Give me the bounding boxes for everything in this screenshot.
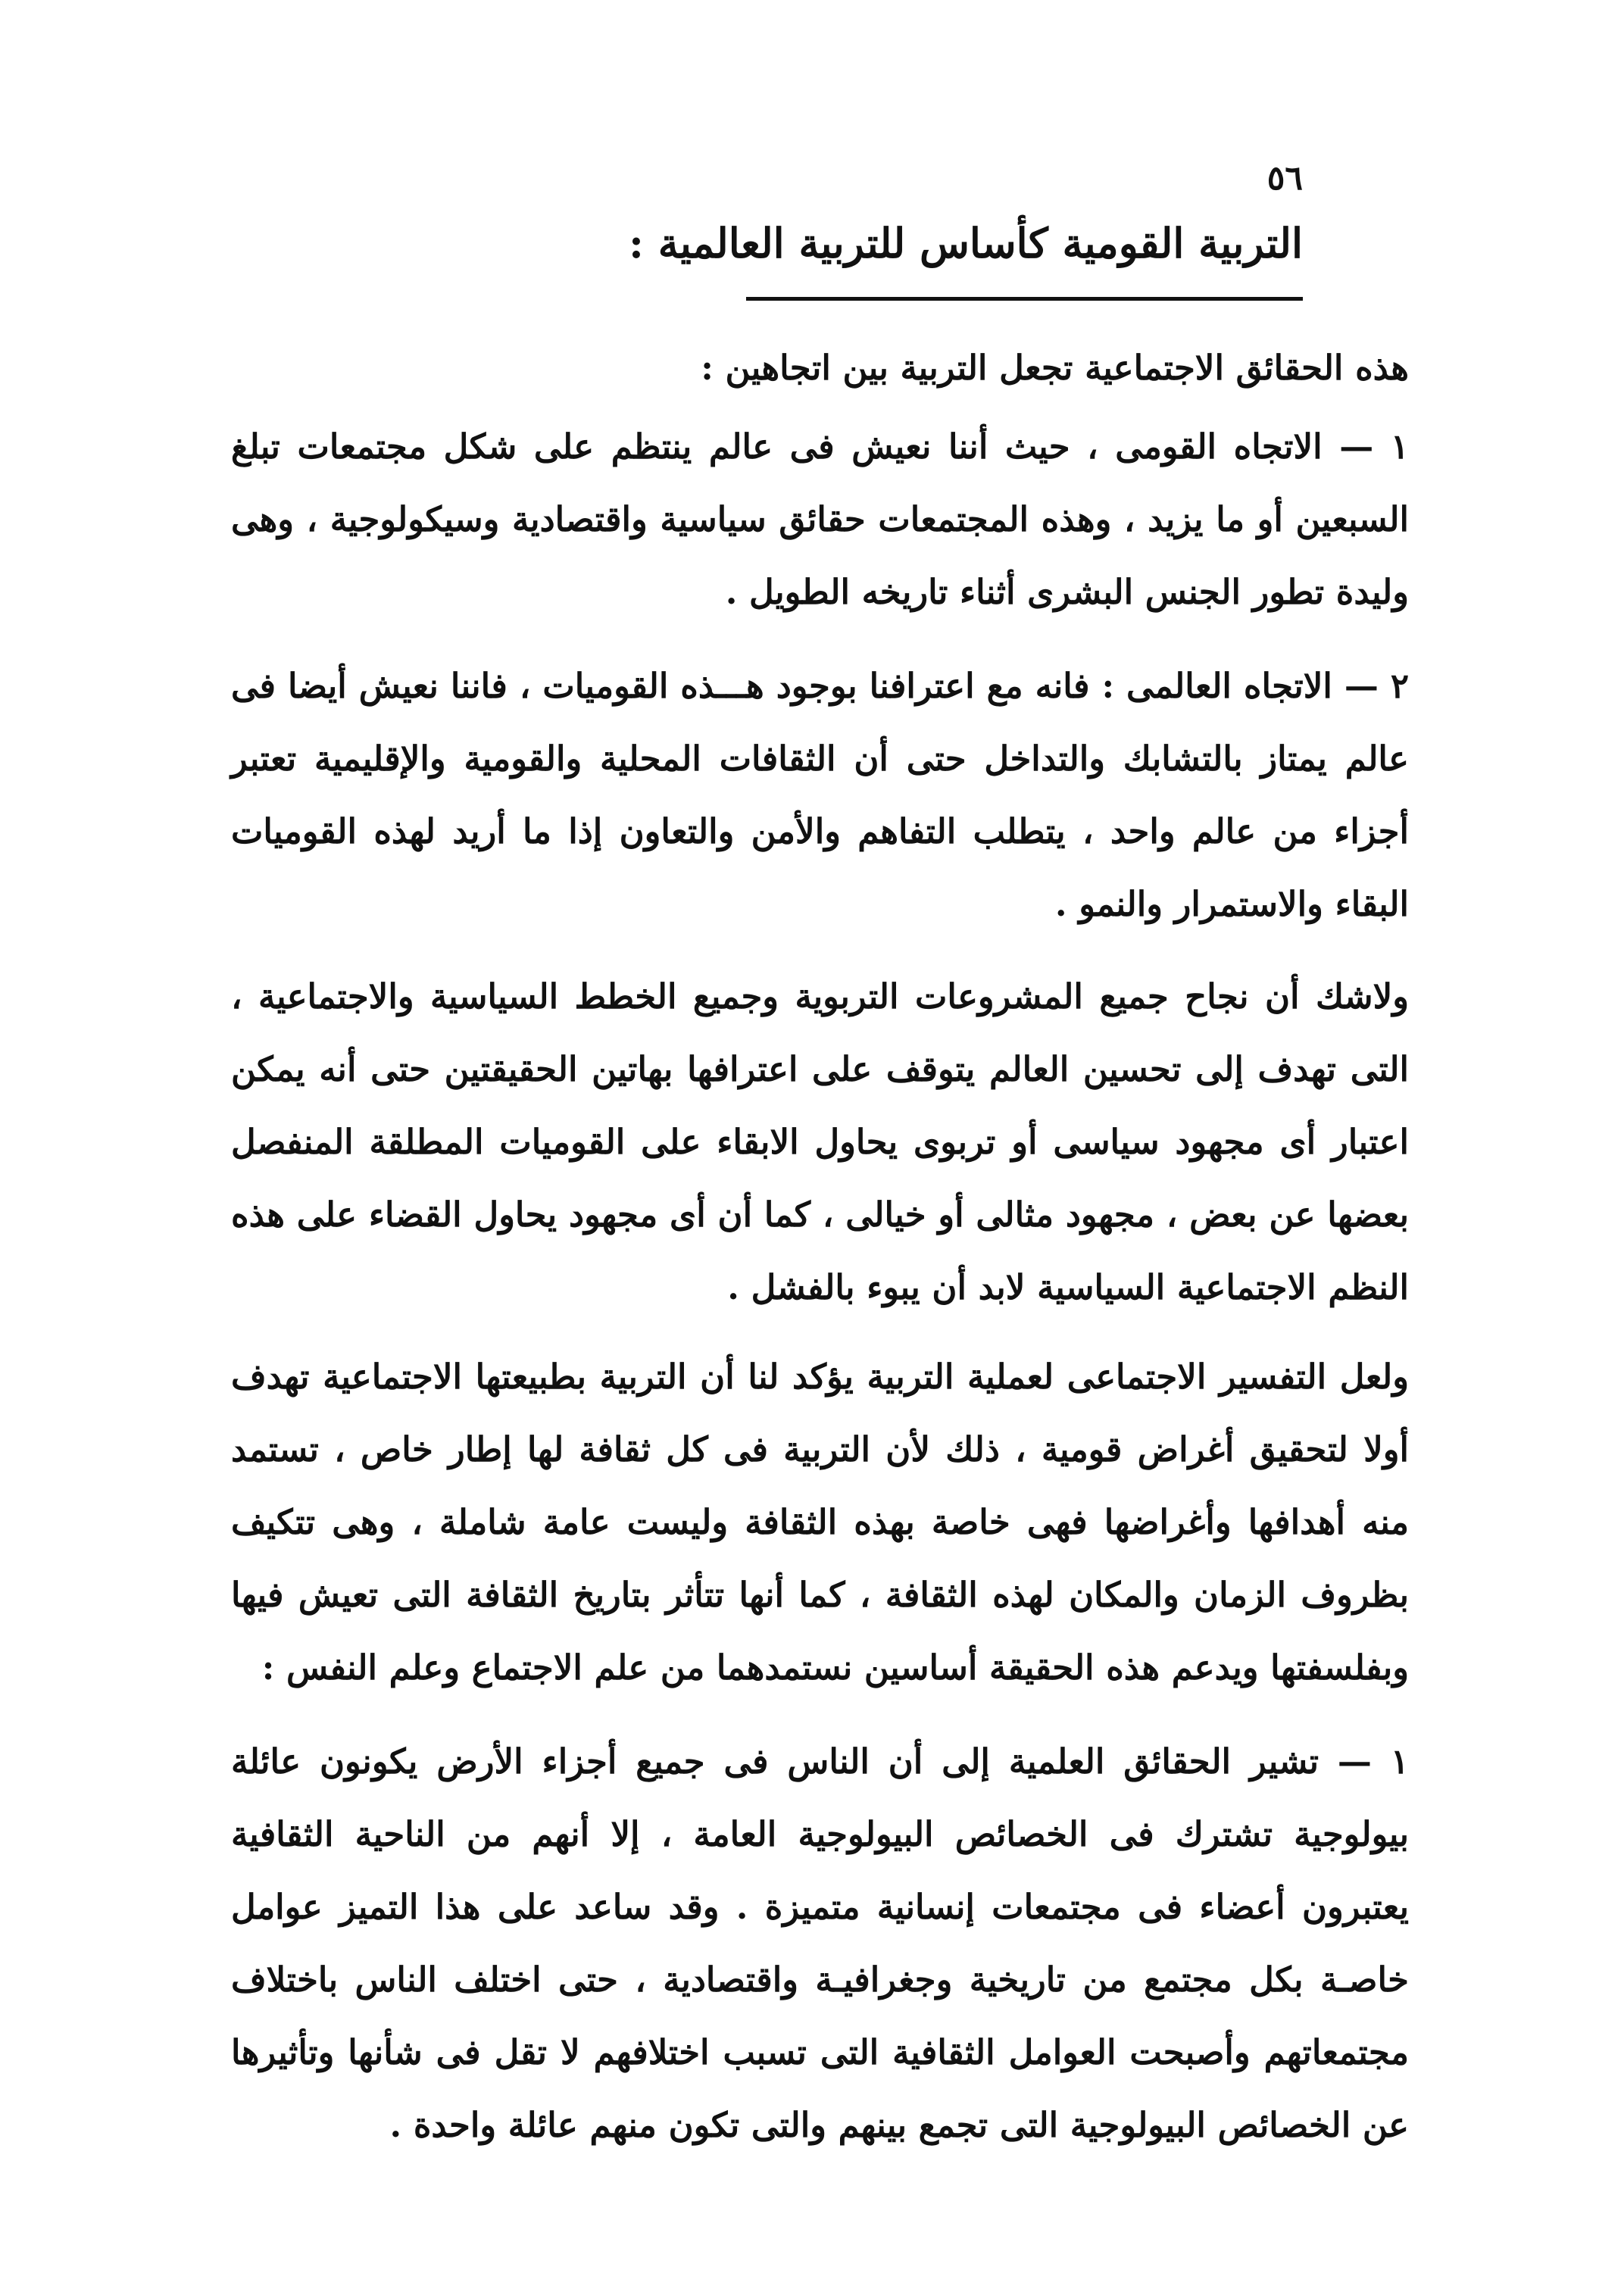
social-interpretation-paragraph: ولعل التفسير الاجتماعى لعملية التربية يؤكد لنا أن التربية بطبيعتها الاجتماعية تهدف أولا لتحقيق أغراض قومية ، ذلك لأن التربية فى كل ثقافة لها إطار خاص ، تستمد منه أهدافها وأغراضها فهى خاصة بهذه الثقافة وليست عامة شاملة ، وهى تتكيف بظروف الزمان والمكان لهذه الثقافة ، كما أنها تتأثر بتاريخ الثقافة التى تعيش فيها وبفلسفتها ويدعم هذه الحقيقة أساسين نستمدهما من علم الاجتماع وعلم النفس : (231, 1357, 1409, 1688)
national-direction-paragraph: ١ — الاتجاه القومى ، حيث أننا نعيش فى عالم ينتظم على شكل مجتمعات تبلغ السبعين أو ما يزيد ، وهذه المجتمعات حقائق سياسية واقتصادية وسيكولوجية ، وهى وليدة تطور الجنس البشرى أثناء تاريخه الطويل . (231, 426, 1409, 612)
section-heading: التربية القومية كأساس للتربية العالمية : (629, 219, 1303, 267)
global-direction-paragraph: ٢ — الاتجاه العالمى : فانه مع اعترافنا بوجود هـــذه القوميات ، فاننا نعيش أيضا فى عالم يمتاز بالتشابك والتداخل حتى أن الثقافات المحلية والقومية والإقليمية تعتبر أجزاء من عالم واحد ، يتطلب التفاهم والأمن والتعاون إذا ما أريد لهذه القوميات البقاء والاستمرار والنمو . (231, 666, 1409, 924)
intro-paragraph: هذه الحقائق الاجتماعية تجعل التربية بين اتجاهين : (701, 348, 1409, 388)
success-paragraph: ولاشك أن نجاح جميع المشروعات التربوية وجميع الخطط السياسية والاجتماعية ، التى تهدف إلى تحسين العالم يتوقف على اعترافها بهاتين الحقيقتين حتى أنه يمكن اعتبار أى مجهود سياسى أو تربوى يحاول الابقاء على القوميات المطلقة المنفصل بعضها عن بعض ، مجهود مثالى أو خيالى ، كما أن أى مجهود يحاول القضاء على هذه النظم الاجتماعية السياسية لابد أن يبوء بالفشل . (231, 976, 1409, 1307)
scientific-facts-paragraph: ١ — تشير الحقائق العلمية إلى أن الناس فى جميع أجزاء الأرض يكونون عائلة بيولوجية تشترك فى الخصائص البيولوجية العامة ، إلا أنهم من الناحية الثقافية يعتبرون أعضاء فى مجتمعات إنسانية متميزة . وقد ساعد على هذا التميز عوامل خاصـة بكل مجتمع من تاريخية وجغرافيـة واقتصادية ، حتى اختلف الناس باختلاف مجتمعاتهم وأصبحت العوامل الثقافية التى تسبب اختلافهم لا تقل فى شأنها وتأثيرها عن الخصائص البيولوجية التى تجمع بينهم والتى تكون منهم عائلة واحدة . (231, 1741, 1409, 2145)
page-number: ٥٦ (1266, 159, 1303, 198)
heading-underline (746, 297, 1303, 301)
